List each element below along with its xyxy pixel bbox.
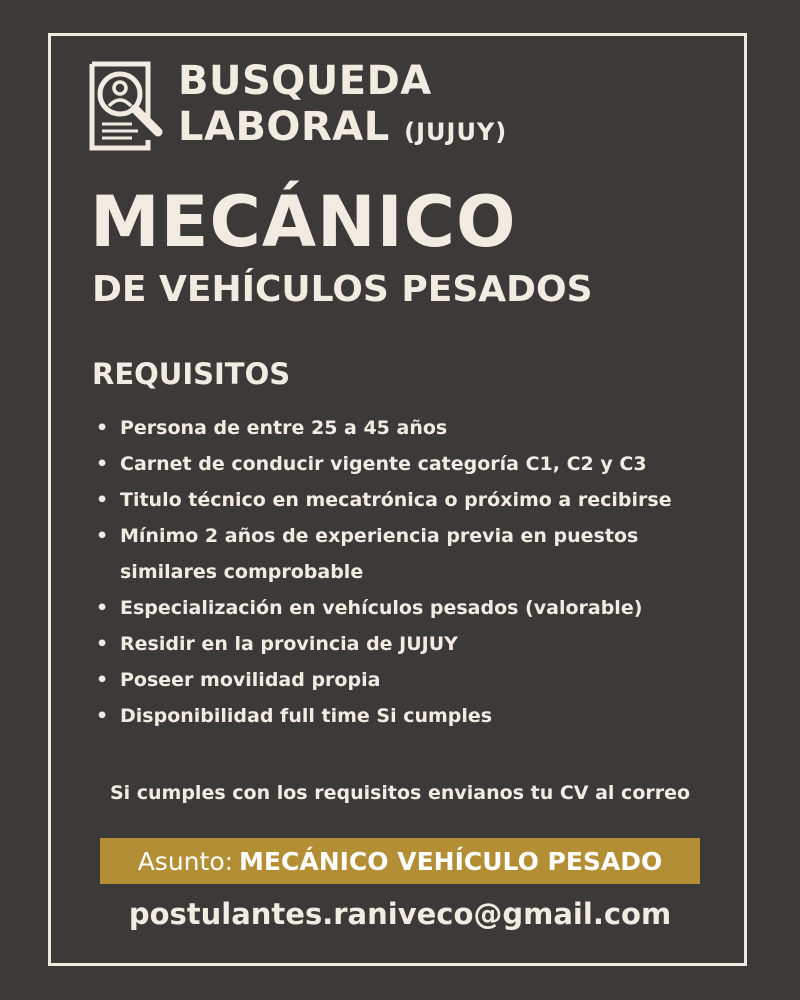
requirement-item <box>96 482 736 518</box>
search-title <box>178 58 507 155</box>
search-title-line2 <box>178 104 507 155</box>
resume-search-icon <box>88 60 168 152</box>
bullet-icon: • <box>96 417 109 439</box>
job-subtitle: DE VEHÍCULOS PESADOS <box>92 269 593 310</box>
requirement-item <box>96 662 736 698</box>
requirement-text: Mínimo 2 años de experiencia previa en puestos <box>120 525 639 547</box>
requirement-text: Especialización en vehículos pesados (valorable) <box>120 597 643 619</box>
requirement-item <box>96 410 736 446</box>
bullet-icon: • <box>96 669 109 691</box>
contact-email: postulantes.raniveco@gmail.com <box>128 897 672 931</box>
requirement-text: Residir en la provincia de JUJUY <box>120 633 458 655</box>
job-title: MECÁNICO <box>90 181 517 263</box>
requirement-text: Carnet de conducir vigente categoría C1, C2 y C3 <box>120 453 647 475</box>
requirement-item <box>96 518 736 590</box>
bullet-icon: • <box>96 489 109 511</box>
bullet-icon: • <box>96 633 109 655</box>
apply-instruction: Si cumples con los requisitos envianos tu CV al correo <box>109 782 691 804</box>
requirement-item <box>96 590 736 626</box>
requirements-heading: REQUISITOS <box>92 357 291 391</box>
requirement-text: Disponibilidad full time Si cumples <box>120 705 493 727</box>
requirement-item <box>96 446 736 482</box>
bullet-icon: • <box>96 525 109 547</box>
requirement-text: Persona de entre 25 a 45 años <box>120 417 448 439</box>
requirement-text: Poseer movilidad propia <box>120 669 381 691</box>
requirement-text-continued: similares comprobable <box>120 561 364 583</box>
location-label: (JUJUY) <box>404 118 508 146</box>
search-title-line1: BUSQUEDA <box>178 58 432 104</box>
subject-value: MECÁNICO VEHÍCULO PESADO <box>239 846 663 876</box>
requirement-text: Titulo técnico en mecatrónica o próximo a recibirse <box>120 489 672 511</box>
email-subject-banner <box>100 838 700 884</box>
bullet-icon: • <box>96 597 109 619</box>
subject-label: Asunto: <box>137 846 234 876</box>
search-title-line2-text: LABORAL <box>178 104 390 150</box>
requirements-list <box>96 410 736 734</box>
bullet-icon: • <box>96 453 109 475</box>
requirement-item <box>96 626 736 662</box>
requirement-item <box>96 698 736 734</box>
bullet-icon: • <box>96 705 109 727</box>
